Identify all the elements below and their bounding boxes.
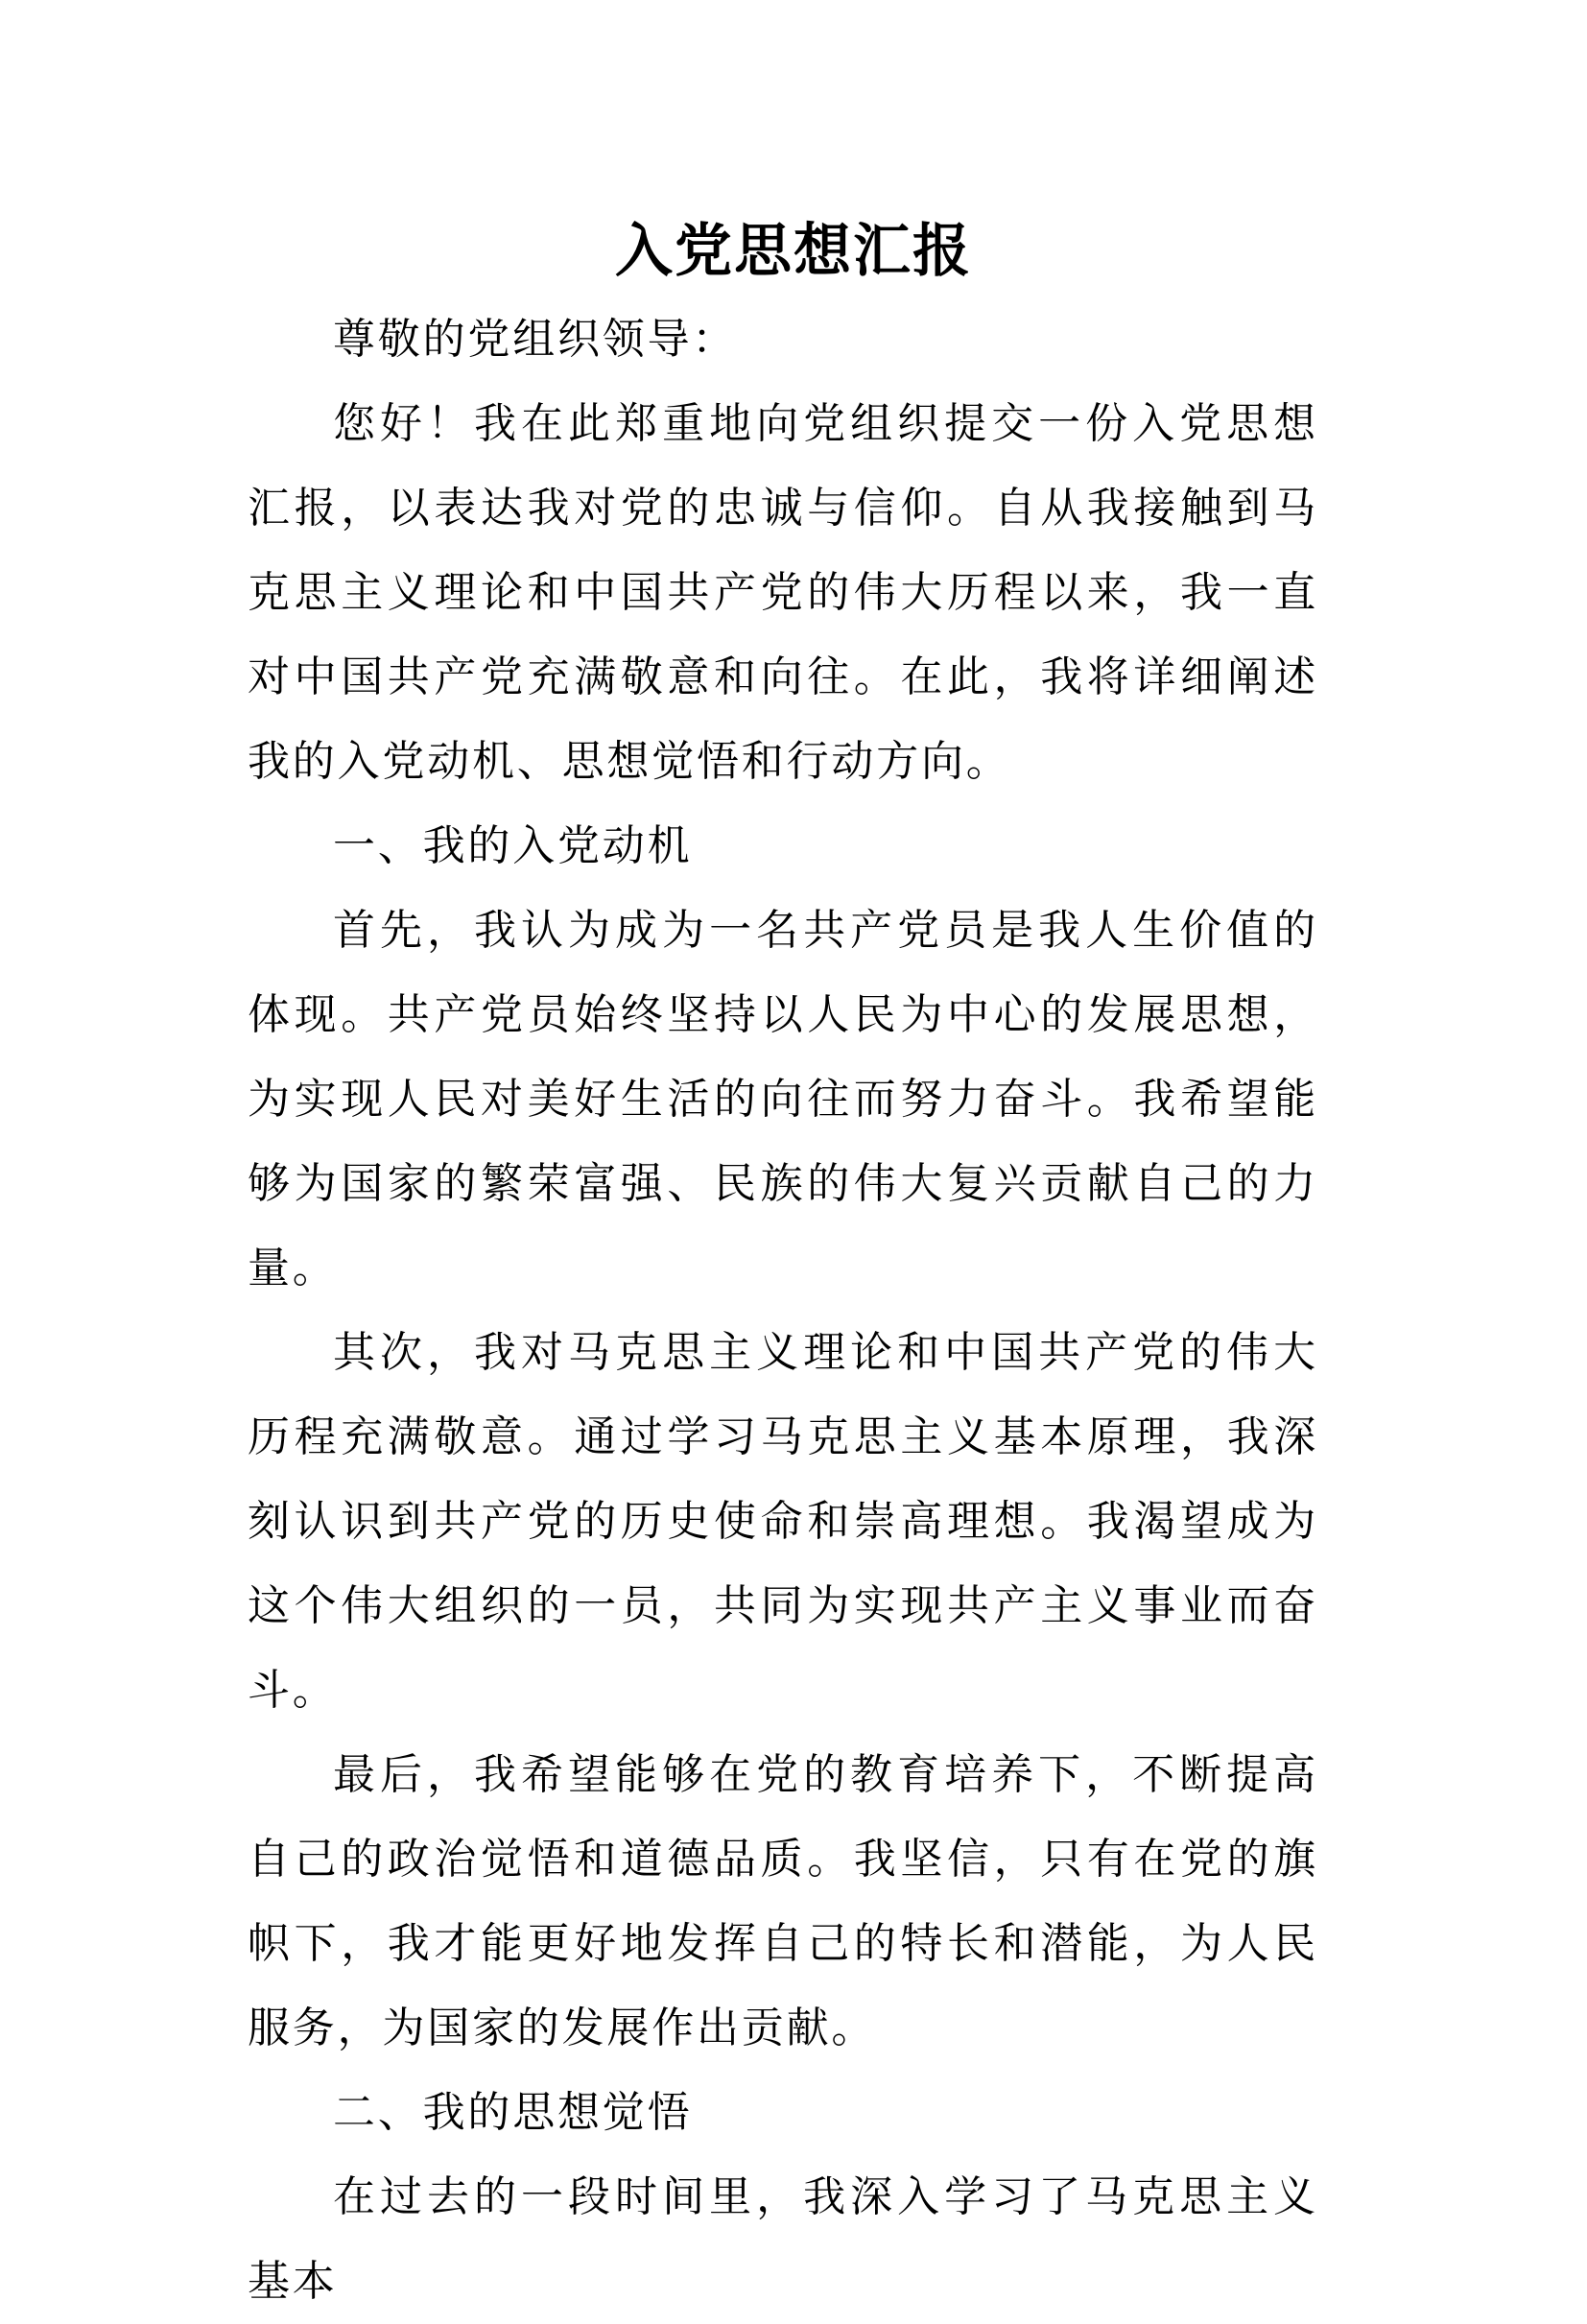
- paragraph-awareness: 在过去的一段时间里，我深入学习了马克思主义基本: [248, 2172, 1318, 2306]
- salutation: 尊敬的党组织领导：: [333, 315, 738, 364]
- paragraph-motivation-last: 最后，我希望能够在党的教育培养下，不断提高自己的政治觉悟和道德品质。我坚信，只有在党的旗帜下，我才能更好地发挥自己的特长和潜能，为人民服务，为国家的发展作出贡献。: [248, 1750, 1318, 2052]
- section-heading-awareness: 二、我的思想觉悟: [333, 2088, 693, 2137]
- paragraph-motivation-second: 其次，我对马克思主义理论和中国共产党的伟大历程充满敬意。通过学习马克思主义基本原理，我深刻认识到共产党的历史使命和崇高理想。我渴望成为这个伟大组织的一员，共同为实现共产主义事业而奋斗。: [248, 1328, 1318, 1715]
- document-title: 入党思想汇报: [615, 218, 972, 285]
- paragraph-greeting: 您好！我在此郑重地向党组织提交一份入党思想汇报，以表达我对党的忠诚与信仰。自从我接触到马克思主义理论和中国共产党的伟大历程以来，我一直对中国共产党充满敬意和向往。在此，我将详细阐述我的入党动机、思想觉悟和行动方向。: [248, 399, 1318, 786]
- document-body: [248, 297, 1318, 2324]
- section-heading-motivation: 一、我的入党动机: [333, 821, 693, 870]
- paragraph-motivation-first: 首先，我认为成为一名共产党员是我人生价值的体现。共产党员始终坚持以人民为中心的发展思想，为实现人民对美好生活的向往而努力奋斗。我希望能够为国家的繁荣富强、民族的伟大复兴贡献自己的力量。: [248, 906, 1318, 1292]
